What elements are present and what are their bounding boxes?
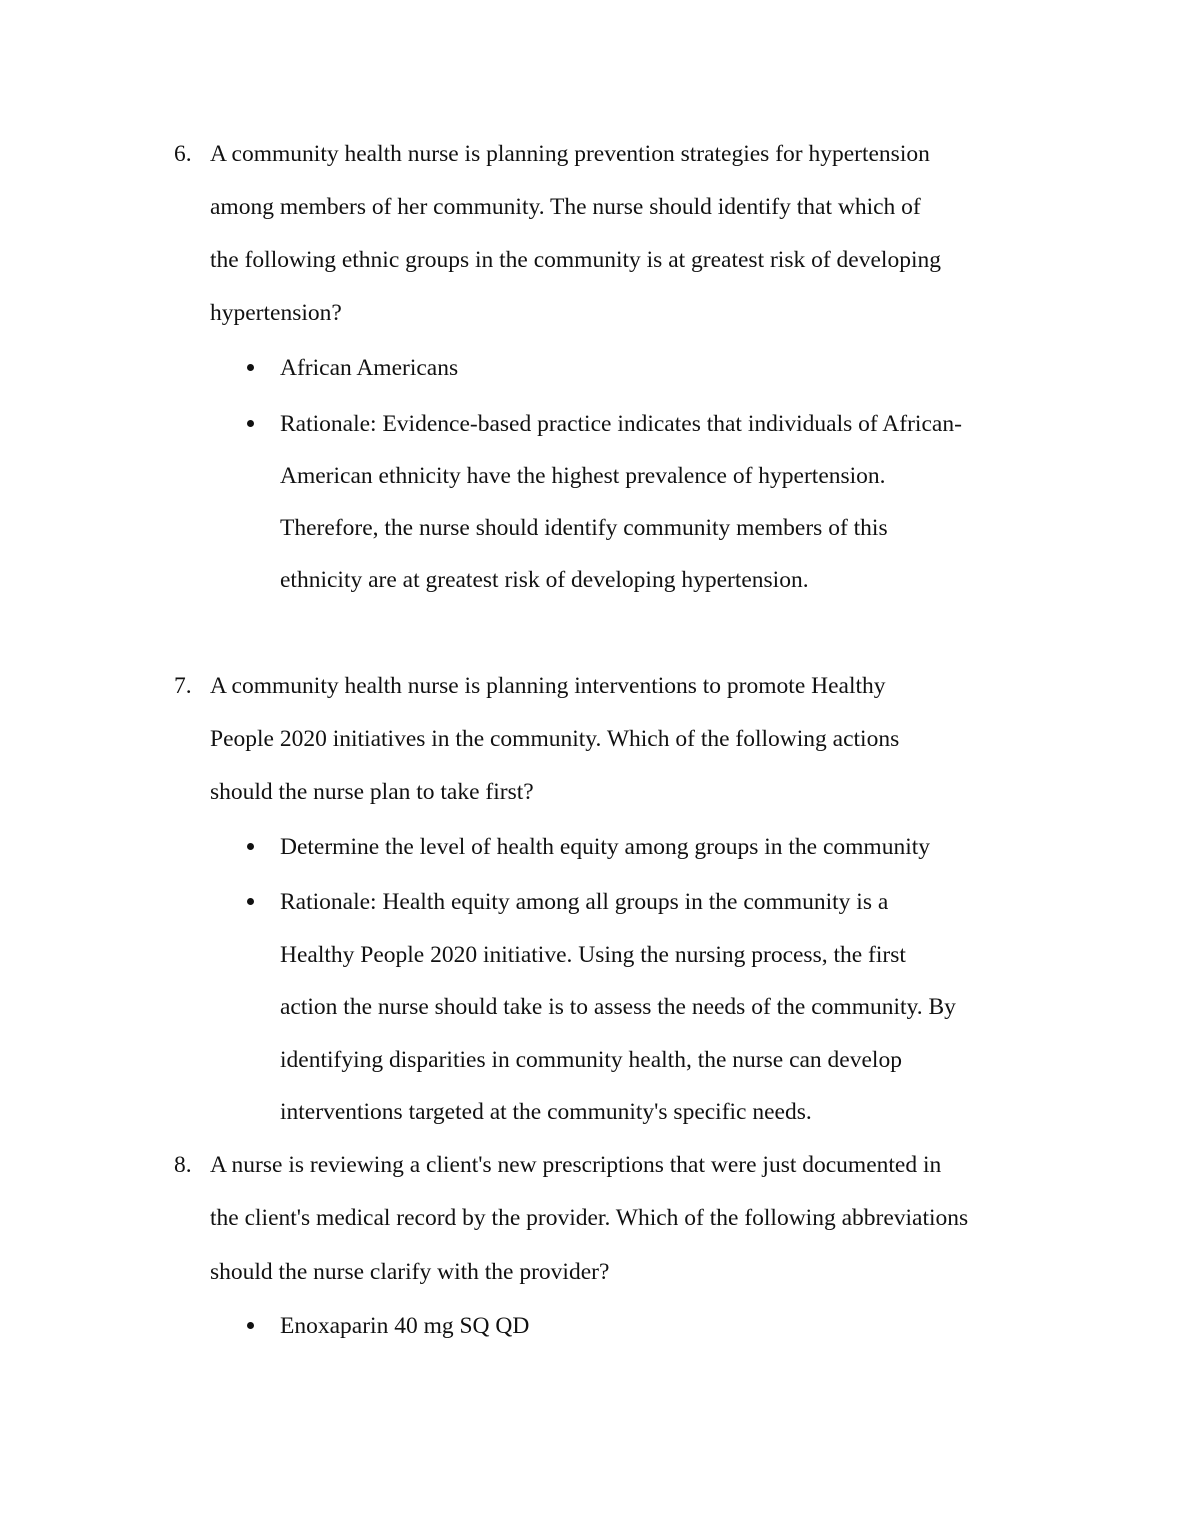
rationale-text-line: Therefore, the nurse should identify community members of this	[280, 515, 888, 541]
question-text-line: should the nurse clarify with the provider?	[210, 1259, 610, 1285]
rationale-text-line: ethnicity are at greatest risk of developing hypertension.	[280, 567, 809, 593]
question-text-line: People 2020 initiatives in the community. Which of the following actions	[210, 726, 900, 752]
question-text-line: the client's medical record by the provider. Which of the following abbreviations	[210, 1205, 969, 1231]
question-number: 8.	[174, 1152, 192, 1178]
rationale-text-line: identifying disparities in community health, the nurse can develop	[280, 1047, 902, 1073]
question-text-line: A community health nurse is planning interventions to promote Healthy	[210, 673, 886, 699]
bullet-icon	[247, 1322, 254, 1329]
answer-text: Enoxaparin 40 mg SQ QD	[280, 1313, 530, 1339]
rationale-text-line: American ethnicity have the highest prevalence of hypertension.	[280, 463, 886, 489]
rationale-text-line: Rationale: Evidence-based practice indicates that individuals of African-	[280, 411, 962, 437]
answer-text: African Americans	[280, 355, 459, 381]
question-text-line: hypertension?	[210, 300, 342, 326]
bullet-icon	[247, 420, 254, 427]
question-text-line: should the nurse plan to take first?	[210, 779, 534, 805]
rationale-text-line: Rationale: Health equity among all groups in the community is a	[280, 889, 889, 915]
question-text-line: the following ethnic groups in the community is at greatest risk of developing	[210, 247, 941, 273]
question-text-line: A nurse is reviewing a client's new prescriptions that were just documented in	[210, 1152, 942, 1178]
rationale-text-line: Healthy People 2020 initiative. Using the nursing process, the first	[280, 942, 906, 968]
bullet-icon	[247, 843, 254, 850]
answer-text: Determine the level of health equity among groups in the community	[280, 834, 931, 860]
bullet-icon	[247, 364, 254, 371]
rationale-text-line: action the nurse should take is to assess the needs of the community. By	[280, 994, 956, 1020]
bullet-icon	[247, 898, 254, 905]
question-text-line: A community health nurse is planning prevention strategies for hypertension	[210, 141, 930, 167]
rationale-text-line: interventions targeted at the community's specific needs.	[280, 1099, 812, 1125]
question-text-line: among members of her community. The nurse should identify that which of	[210, 194, 921, 220]
question-number: 7.	[174, 673, 192, 699]
question-number: 6.	[174, 141, 192, 167]
